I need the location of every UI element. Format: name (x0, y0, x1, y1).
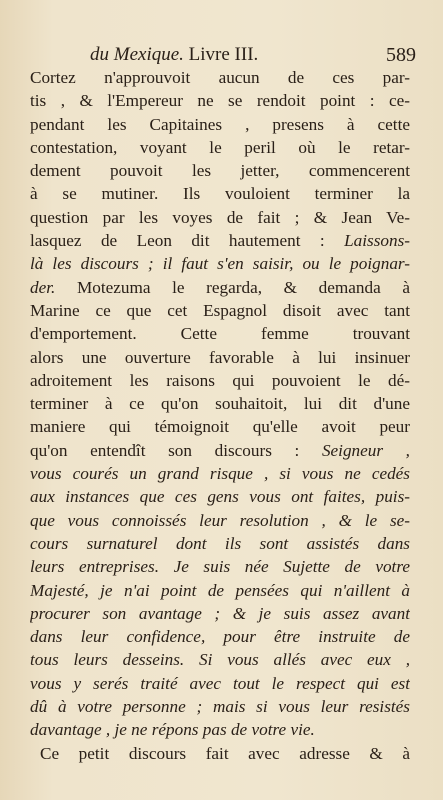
running-title-italic: du Mexique. (90, 44, 184, 65)
running-title (90, 44, 258, 66)
text-line: Ce petit discours fait avec adresse & à (40, 743, 410, 763)
text-line: question par les voyes de fait ; & Jean Ve- (30, 207, 410, 227)
text-line: là les discours ; il faut s'en saisir, ou le poignar- (30, 254, 410, 274)
text-line: leurs entreprises. Je suis née Sujette de votre (30, 557, 410, 577)
text-line (30, 276, 410, 299)
text-line: pendant les Capitaines , presens à cette (30, 114, 410, 134)
page-number: 589 (386, 44, 416, 66)
text-line: vous y serés traité avec tout le respect qui est (30, 673, 410, 693)
text-line: dans leur confidence, pour être instruite de (30, 627, 410, 647)
text-line: aux instances que ces gens vous ont faites, puis- (30, 487, 410, 507)
text-line: Marine ce que cet Espagnol disoit avec tant (30, 300, 410, 320)
text-line: cours surnaturel dont ils sont assistés dans (30, 533, 410, 553)
text-line: Majesté, je n'ai point de pensées qui n'aillent à (30, 580, 410, 600)
text-line: dement pouvoit les jetter, commencerent (30, 161, 410, 181)
text-line (30, 439, 410, 462)
text-line: que vous connoissés leur resolution , & le se- (30, 510, 410, 530)
body-text (30, 66, 410, 765)
page-header (34, 44, 416, 68)
text-span-roman: lasquez de Leon dit hautement : (30, 231, 345, 251)
text-line: dû à votre personne ; mais si vous leur resistés (30, 697, 410, 717)
text-line: tis , & l'Empereur ne se rendoit point : ce- (30, 91, 410, 111)
text-line: alors une ouverture favorable à lui insinuer (30, 347, 410, 367)
text-line: davantage , je ne répons pas de votre vie. (30, 720, 315, 740)
text-line (30, 229, 410, 252)
text-line: adroitement les raisons qui pouvoient le dé- (30, 370, 410, 390)
running-title-rest: Livre III. (183, 44, 259, 65)
text-span-roman: Motezuma le regarda, & demanda à (55, 277, 410, 297)
text-span-italic: der. (30, 277, 56, 297)
text-line: maniere qui témoignoit qu'elle avoit peur (30, 417, 410, 437)
text-span-italic: Seigneur , (321, 440, 410, 460)
text-line: vous courés un grand risque , si vous ne cedés (30, 464, 410, 484)
text-line: contestation, voyant le peril où le retar- (30, 137, 410, 157)
text-line: Cortez n'approuvoit aucun de ces par- (30, 68, 410, 87)
text-span-italic: Laissons- (344, 231, 410, 251)
text-line: tous leurs desseins. Si vous allés avec eux , (30, 650, 410, 670)
text-span-roman: qu'on entendît son discours : (30, 440, 322, 460)
text-line: procurer son avantage ; & je suis assez avant (30, 603, 410, 623)
text-line: d'emportement. Cette femme trouvant (30, 324, 410, 344)
text-line: à se mutiner. Ils vouloient terminer la (30, 184, 410, 204)
text-line: terminer à ce qu'on souhaitoit, lui dit d'une (30, 394, 410, 414)
